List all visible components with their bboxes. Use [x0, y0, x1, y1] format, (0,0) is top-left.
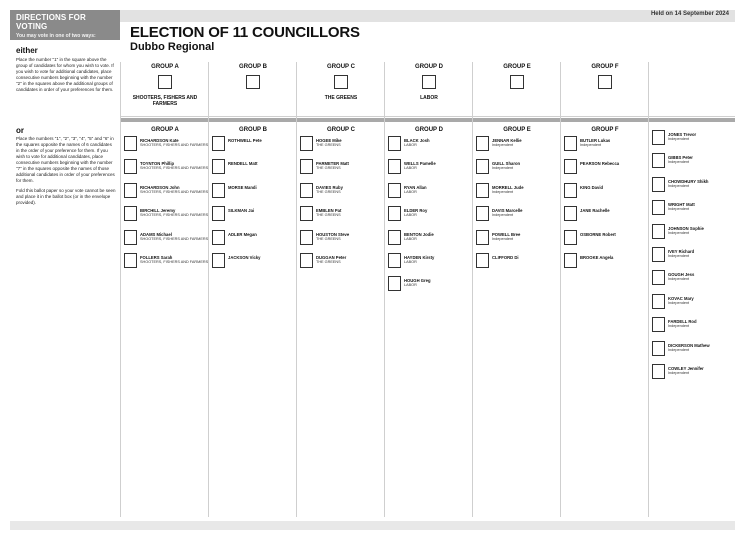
candidate-row [473, 136, 561, 159]
candidate-text [228, 206, 254, 213]
candidate-party: Independent [668, 370, 690, 375]
candidate-party: THE GREENS [316, 166, 341, 171]
candidate-party: Independent [492, 213, 514, 218]
candidate-vote-box[interactable] [652, 224, 665, 239]
candidate-party: LABOR [404, 236, 417, 241]
candidate-party: THE GREENS [316, 143, 341, 147]
candidate-text [668, 317, 697, 329]
candidate-party: Independent [668, 347, 690, 352]
candidate-party: Independent [668, 230, 690, 235]
candidate-row [297, 253, 385, 276]
candidate-party: Independent [492, 236, 514, 241]
candidate-vote-box[interactable] [476, 253, 489, 268]
candidate-row [209, 136, 297, 159]
candidate-name: JANE Rachelle [580, 208, 610, 214]
candidate-vote-box[interactable] [388, 159, 401, 174]
group-vote-box[interactable] [598, 75, 612, 89]
candidate-text [580, 136, 610, 148]
candidate-party: LABOR [404, 283, 417, 288]
candidate-name: JACKSON Vicky [228, 254, 261, 260]
candidate-party: THE GREENS [316, 259, 341, 264]
group-column [121, 64, 209, 107]
candidate-text [668, 247, 694, 259]
column-heading: GROUP D [415, 127, 443, 133]
candidate-name: TOYNTON Phillip [140, 161, 175, 167]
candidate-text [140, 183, 208, 195]
group-name: GROUP E [503, 64, 531, 70]
candidate-text [580, 206, 610, 213]
candidate-party: THE GREENS [316, 213, 341, 218]
candidate-row [649, 224, 737, 247]
candidate-text [668, 130, 696, 142]
directions-subtitle: You may vote in one of two ways: [16, 33, 96, 39]
candidate-party: LABOR [404, 189, 417, 194]
candidate-name: DICKERSON Mathew [668, 342, 710, 348]
candidate-name: CLIFFORD Di [492, 254, 519, 260]
ballot-title: ELECTION OF 11 COUNCILLORS [130, 24, 360, 41]
candidate-name: WELLS Pamelle [404, 161, 436, 167]
candidate-row [385, 206, 473, 229]
candidate-vote-box[interactable] [212, 159, 225, 174]
candidate-text [580, 183, 603, 190]
group-vote-box[interactable] [334, 75, 348, 89]
candidate-party: Independent [492, 166, 514, 171]
candidate-row [121, 206, 209, 229]
group-name: GROUP F [591, 64, 619, 70]
candidate-vote-box[interactable] [476, 206, 489, 221]
candidate-vote-box[interactable] [564, 183, 577, 198]
candidate-column [561, 127, 649, 276]
candidate-row [209, 253, 297, 276]
candidate-text [492, 136, 522, 148]
candidate-name: HAYDEN Kirsty [404, 254, 435, 260]
candidate-row [121, 230, 209, 253]
group-column [297, 64, 385, 101]
candidate-text [404, 276, 431, 288]
candidate-name: BLACK Josh [404, 138, 430, 143]
candidate-row [649, 364, 737, 387]
candidate-text [668, 364, 704, 376]
group-vote-box[interactable] [246, 75, 260, 89]
column-heading: GROUP A [151, 127, 179, 133]
group-vote-box[interactable] [158, 75, 172, 89]
candidate-party: Independent [668, 207, 690, 212]
candidate-party: Independent [492, 143, 514, 147]
candidate-row [209, 183, 297, 206]
candidate-row [649, 270, 737, 293]
candidate-text [140, 136, 208, 148]
candidate-text [668, 224, 704, 236]
candidate-text [404, 159, 436, 171]
candidate-party: THE GREENS [316, 236, 341, 241]
candidate-vote-box[interactable] [564, 230, 577, 245]
ballot-subtitle: Dubbo Regional [130, 41, 215, 53]
candidate-name: MORSE Mandi [228, 184, 257, 190]
candidate-row [649, 177, 737, 200]
candidate-vote-box[interactable] [652, 270, 665, 285]
candidate-vote-box[interactable] [388, 206, 401, 221]
candidate-vote-box[interactable] [124, 159, 137, 174]
candidate-column [121, 127, 209, 276]
candidate-party: Independent [668, 324, 690, 329]
candidate-name: JONES Trevor [668, 132, 697, 137]
candidate-row [209, 230, 297, 253]
candidate-vote-box[interactable] [564, 206, 577, 221]
candidate-name: JENNAR Kellie [492, 138, 522, 143]
candidate-row [473, 206, 561, 229]
candidate-row [649, 341, 737, 364]
candidate-text [316, 230, 349, 242]
candidate-vote-box[interactable] [388, 276, 401, 291]
column-heading: GROUP B [239, 127, 267, 133]
candidate-text [668, 177, 708, 189]
candidate-name: GOUGH Jess [668, 272, 695, 278]
candidate-name: FARDELL Rod [668, 319, 697, 325]
candidate-row [121, 253, 209, 276]
candidate-text [228, 136, 262, 143]
or-text-2: Fold this ballot paper so your vote cannot be seen and place it in the ballot box (or in the envelope provided). [16, 188, 116, 205]
candidate-vote-box[interactable] [300, 206, 313, 221]
candidate-party: Independent [668, 253, 690, 258]
candidate-text [316, 183, 343, 195]
candidate-text [668, 153, 693, 165]
election-date: Held on 14 September 2024 [650, 11, 729, 17]
candidate-row [385, 230, 473, 253]
candidate-name: POWELL Bree [492, 231, 521, 237]
candidate-name: ADLER Megan [228, 231, 257, 237]
candidate-row [385, 183, 473, 206]
candidate-name: KING David [580, 184, 604, 190]
candidate-vote-box[interactable] [388, 253, 401, 268]
candidate-vote-box[interactable] [124, 136, 137, 151]
candidate-text [580, 253, 613, 260]
directions-box [10, 10, 120, 40]
candidate-vote-box[interactable] [652, 294, 665, 309]
candidate-name: JOHNSON Sophie [668, 225, 704, 231]
candidate-vote-box[interactable] [652, 247, 665, 262]
candidate-text [580, 159, 619, 166]
candidate-party: Independent [492, 189, 514, 194]
candidate-name: BENTON Jodie [404, 231, 434, 237]
candidate-name: ROTHWELL Pete [228, 138, 262, 143]
candidate-row [649, 130, 737, 153]
candidate-name: GIBBS Peter [668, 155, 693, 161]
candidate-row [561, 183, 649, 206]
candidate-row [649, 317, 737, 340]
candidate-name: FOLLERS Sarah [140, 254, 173, 260]
candidate-party: Independent [668, 160, 690, 165]
candidate-row [297, 206, 385, 229]
candidate-name: HOUGH Greg [404, 278, 431, 284]
candidate-row [385, 276, 473, 299]
candidate-text [668, 270, 694, 282]
candidate-name: BUTLER Lukas [580, 138, 611, 143]
candidate-vote-box[interactable] [388, 136, 401, 151]
candidate-text [140, 206, 208, 218]
candidate-row [473, 253, 561, 276]
or-instructions [16, 136, 116, 210]
candidate-vote-box[interactable] [124, 183, 137, 198]
candidate-column [209, 127, 297, 276]
candidate-row [297, 183, 385, 206]
candidate-text [404, 136, 430, 148]
group-column [209, 64, 297, 95]
candidate-text [316, 206, 341, 218]
candidate-row [649, 200, 737, 223]
candidate-row [649, 247, 737, 270]
candidate-name: RICHARDSON Kate [140, 138, 179, 143]
candidate-row [385, 253, 473, 276]
candidate-vote-box[interactable] [652, 364, 665, 379]
candidate-row [473, 183, 561, 206]
candidate-row [297, 159, 385, 182]
candidate-text [316, 136, 342, 148]
group-name: GROUP B [239, 64, 267, 70]
candidate-text [668, 341, 710, 353]
candidate-text [668, 200, 695, 212]
group-column [385, 64, 473, 101]
candidate-vote-box[interactable] [564, 253, 577, 268]
group-party: LABOR [420, 95, 438, 101]
candidate-name: ADAMS Michael [140, 231, 172, 237]
candidate-vote-box[interactable] [476, 159, 489, 174]
candidate-name: CHOWDHURY Shikh [668, 178, 709, 184]
candidate-party: SHOOTERS, FISHERS AND FARMERS [140, 213, 209, 218]
candidate-text [228, 159, 257, 166]
candidate-name: DUGGAN Peter [316, 254, 347, 260]
candidate-party: THE GREENS [316, 189, 341, 194]
candidate-name: OSBORNE Robert [580, 231, 616, 237]
group-vote-box[interactable] [422, 75, 436, 89]
group-name: GROUP D [415, 64, 443, 70]
candidate-text [140, 230, 208, 242]
candidate-party: SHOOTERS, FISHERS AND FARMERS [140, 189, 209, 194]
candidate-vote-box[interactable] [652, 200, 665, 215]
candidate-row [561, 206, 649, 229]
candidate-name: RICHARDSON John [140, 184, 180, 190]
candidate-row [561, 159, 649, 182]
candidate-vote-box[interactable] [476, 230, 489, 245]
candidate-name: MORRELL Jude [492, 184, 524, 190]
or-label: or [16, 126, 24, 135]
candidate-name: PARMETER Matt [316, 161, 349, 167]
candidate-vote-box[interactable] [124, 230, 137, 245]
candidate-name: HOGEE Mike [316, 138, 342, 143]
candidate-vote-box[interactable] [476, 136, 489, 151]
candidate-name: RENDELL Matt [228, 161, 258, 167]
line-divider [120, 118, 735, 122]
either-instructions [16, 57, 116, 97]
group-column [561, 64, 649, 95]
candidate-text [228, 183, 257, 190]
candidate-row [385, 136, 473, 159]
candidate-party: LABOR [404, 166, 417, 171]
candidate-party: Independent [668, 183, 690, 188]
candidate-party: Independent [580, 143, 602, 147]
candidate-text [404, 253, 434, 265]
candidate-row [209, 159, 297, 182]
candidate-text [404, 183, 427, 195]
candidate-name: ELDER Roy [404, 208, 428, 214]
group-party: THE GREENS [324, 95, 358, 101]
candidate-vote-box[interactable] [652, 177, 665, 192]
candidate-row [473, 159, 561, 182]
candidate-name: HOUSTON Steve [316, 231, 350, 237]
candidate-row [121, 159, 209, 182]
group-name: GROUP A [151, 64, 179, 70]
column-heading: GROUP F [591, 127, 619, 133]
candidate-party: LABOR [404, 213, 417, 218]
candidate-party: SHOOTERS, FISHERS AND FARMERS [140, 166, 209, 171]
candidate-text [140, 159, 208, 171]
candidate-text [228, 253, 261, 260]
candidate-row [561, 253, 649, 276]
candidate-text [404, 230, 434, 242]
candidate-column [473, 127, 561, 276]
candidate-vote-box[interactable] [212, 183, 225, 198]
candidate-vote-box[interactable] [476, 183, 489, 198]
candidate-vote-box[interactable] [300, 159, 313, 174]
candidate-name: EMBLEN Pat [316, 208, 342, 214]
directions-title: DIRECTIONS FOR VOTING [16, 13, 86, 31]
candidate-name: WRIGHT Matt [668, 202, 695, 208]
column-heading: GROUP E [503, 127, 531, 133]
either-text: Place the number "1" in the square above the group of candidates for whom you wish to vote. If you wish to vote for additional candidates, place consecutive numbers beginning with the number "2" in the squares above the additional groups of candidates in order of your preferences for them. [16, 57, 114, 92]
candidate-vote-box[interactable] [652, 153, 665, 168]
candidate-party: SHOOTERS, FISHERS AND FARMERS [140, 143, 209, 147]
candidate-text [492, 183, 524, 195]
group-party: SHOOTERS, FISHERS AND FARMERS [132, 95, 198, 107]
candidate-row [121, 136, 209, 159]
header-strip [120, 10, 735, 22]
group-column [473, 64, 561, 95]
candidate-column [649, 127, 737, 387]
footer-strip [10, 521, 735, 530]
candidate-vote-box[interactable] [652, 130, 665, 145]
candidate-vote-box[interactable] [300, 230, 313, 245]
candidate-text [492, 253, 519, 260]
candidate-party: Independent [668, 300, 690, 305]
candidate-text [492, 206, 522, 218]
candidate-vote-box[interactable] [300, 136, 313, 151]
candidate-row [385, 159, 473, 182]
candidate-text [228, 230, 257, 237]
candidate-name: DAVIES Ruby [316, 184, 343, 190]
candidate-vote-box[interactable] [388, 183, 401, 198]
candidate-party: Independent [668, 137, 690, 141]
candidate-vote-box[interactable] [212, 253, 225, 268]
candidate-text [492, 159, 520, 171]
either-label: either [16, 46, 38, 55]
candidate-name: BROOKE Angela [580, 254, 614, 260]
candidate-text [316, 159, 349, 171]
candidate-row [297, 230, 385, 253]
candidate-vote-box[interactable] [212, 206, 225, 221]
candidate-row [561, 136, 649, 159]
candidate-party: LABOR [404, 143, 417, 147]
candidate-column [297, 127, 385, 276]
candidate-vote-box[interactable] [564, 136, 577, 151]
candidate-party: SHOOTERS, FISHERS AND FARMERS [140, 259, 209, 264]
candidate-vote-box[interactable] [300, 253, 313, 268]
candidate-row [121, 183, 209, 206]
candidate-vote-box[interactable] [124, 253, 137, 268]
candidate-vote-box[interactable] [388, 230, 401, 245]
candidate-vote-box[interactable] [652, 341, 665, 356]
candidate-row [649, 294, 737, 317]
group-name: GROUP C [327, 64, 355, 70]
candidate-text [140, 253, 208, 265]
group-vote-box[interactable] [510, 75, 524, 89]
candidate-party: SHOOTERS, FISHERS AND FARMERS [140, 236, 209, 241]
candidate-name: RYAN Allan [404, 184, 427, 190]
candidate-vote-box[interactable] [564, 159, 577, 174]
candidate-text [668, 294, 694, 306]
candidate-text [404, 206, 427, 218]
candidate-vote-box[interactable] [124, 206, 137, 221]
candidate-name: DAVIS Marcelle [492, 208, 523, 214]
candidate-name: PEARSON Rebecca [580, 161, 620, 167]
candidate-party: Independent [668, 277, 690, 282]
candidate-name: GUILL Sharon [492, 161, 521, 167]
candidate-name: IVEY Richard [668, 248, 695, 254]
or-text-1: Place the numbers "1", "2", "3", "4", "5" and "6" in the squares opposite the names of 6 candidates in the order of your preference for them. If you wish to vote for additional candidates, place consecutive numbers beginning with the number "7" in the squares opposite the names of those additional candidates in order of your preferences for them. [16, 136, 115, 183]
candidate-text [580, 230, 616, 237]
candidate-text [492, 230, 520, 242]
candidate-row [649, 153, 737, 176]
above-line-divider [120, 116, 735, 117]
candidate-row [209, 206, 297, 229]
candidate-vote-box[interactable] [212, 230, 225, 245]
candidate-name: KOVAC Mary [668, 295, 694, 301]
candidate-text [316, 253, 346, 265]
candidate-vote-box[interactable] [212, 136, 225, 151]
candidate-row [297, 136, 385, 159]
candidate-column [385, 127, 473, 300]
candidate-row [473, 230, 561, 253]
column-heading: GROUP C [327, 127, 355, 133]
candidate-vote-box[interactable] [652, 317, 665, 332]
candidate-name: BIRCHILL Jeremy [140, 208, 176, 214]
candidate-name: COWLEY Jennifer [668, 365, 704, 371]
candidate-party: LABOR [404, 259, 417, 264]
candidate-row [561, 230, 649, 253]
candidate-vote-box[interactable] [300, 183, 313, 198]
candidate-name: SILKMAN Jai [228, 208, 255, 214]
